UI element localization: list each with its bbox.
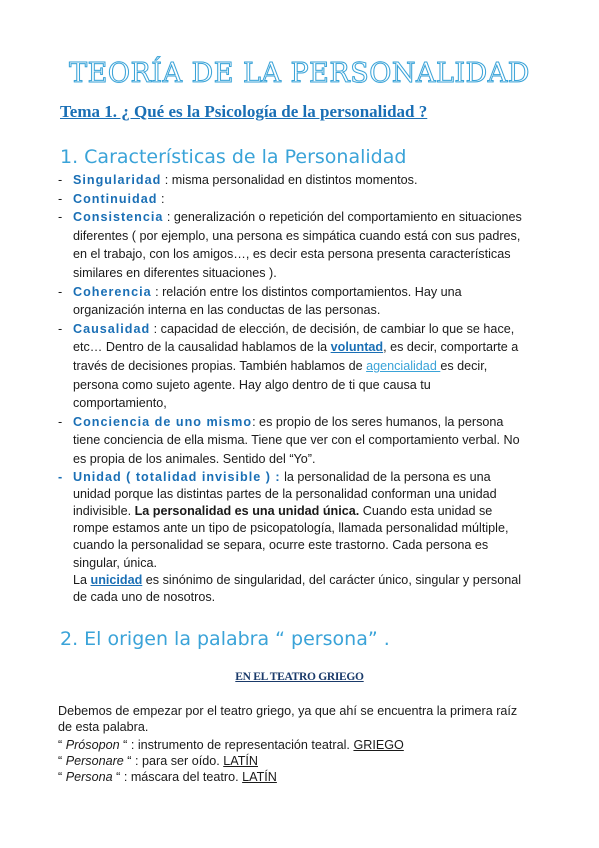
bullet-dash: - [58, 173, 63, 187]
keyword: Singularidad [73, 173, 162, 187]
section-heading-origin: 2. El origen la palabra “ persona” . [60, 628, 390, 650]
keyword: Consistencia [73, 210, 164, 225]
page-title: TEORÍA DE LA PERSONALIDAD [69, 58, 530, 89]
bullet-dash: - [58, 321, 63, 336]
item-text: : relación entre los distintos comportamientos. Hay una organización interna en las conductas de las personas. [73, 284, 462, 318]
item-text: : misma personalidad en distintos momentos. [161, 173, 418, 187]
language-tag: LATÍN [242, 770, 277, 784]
etymology-definition: “ : máscara del teatro. [112, 770, 243, 784]
list-item-coherencia [58, 283, 528, 320]
list-item-consistencia [58, 208, 528, 282]
list-item-singularidad [58, 171, 528, 190]
etymology-line [58, 737, 528, 753]
item-text: Cuando esta unidad se rompe estamos ante un tipo de psicopatología, llamada personalidad múltiple, cuando la personalidad se separa, ocurre este trastorno. Cada persona es singular, única. [73, 503, 509, 570]
list-item-conciencia [58, 413, 528, 469]
etymology-line [58, 769, 528, 785]
keyword: Causalidad [73, 321, 151, 336]
bullet-dash: - [58, 469, 63, 484]
subheading-teatro-griego: EN EL TEATRO GRIEGO [235, 671, 364, 683]
link-agencialidad[interactable]: agencialidad [366, 358, 441, 373]
bullet-dash: - [58, 210, 63, 225]
keyword: Conciencia de uno mismo [73, 414, 253, 429]
list-item-continuidad [58, 190, 528, 209]
keyword: Unidad ( totalidad invisible ) : [73, 469, 281, 484]
item-text: : es propio de los seres humanos, la persona tiene conciencia de ella misma. Tiene que ver con el comportamiento verbal. No es propia de los animales. Sentido del “Yo”. [73, 414, 520, 466]
bullet-dash: - [58, 284, 63, 299]
list-item-causalidad [58, 320, 528, 413]
etymology-definition: “ : para ser oído. [123, 754, 224, 768]
bullet-dash: - [58, 191, 63, 206]
item-text: es sinónimo de singularidad, del carácter único, singular y personal de cada uno de nosotros. [73, 572, 522, 604]
bullet-dash: - [58, 414, 63, 429]
language-tag: LATÍN [223, 754, 258, 768]
link-unicidad[interactable]: unicidad [90, 572, 143, 587]
keyword: Continuidad [73, 191, 158, 206]
item-text: es decir, persona como sujeto agente. Hay algo dentro de ti que causa tu comportamiento, [73, 358, 488, 411]
link-voluntad[interactable]: voluntad [330, 340, 384, 355]
topic-heading: Tema 1. ¿ Qué es la Psicología de la personalidad ? [60, 102, 428, 121]
etymology-definition: “ : instrumento de representación teatral. [119, 738, 354, 752]
etymology-word: Persona [65, 770, 113, 784]
item-text: : capacidad de elección, de decisión, de cambiar lo que se hace, etc… Dentro de la causalidad hablamos de la [73, 321, 515, 355]
quote-mark: “ [58, 770, 66, 784]
keyword: Coherencia [73, 284, 152, 299]
item-text: La [73, 572, 91, 587]
characteristics-list [58, 171, 528, 606]
section-heading-characteristics: 1. Características de la Personalidad [60, 146, 407, 168]
item-text: , es decir, comportarte a través de decisiones propias. También hablamos de [73, 340, 519, 373]
item-text: : generalización o repetición del comportamiento en situaciones diferentes ( por ejemplo, una persona es simpática cuando está con sus padres, en el trabajo, con los amigos…, es decir esta persona presenta características similares en diferentes situaciones ). [73, 210, 522, 280]
etymology-word: Prósopon [65, 738, 120, 752]
etymology-list [58, 737, 528, 785]
quote-mark: “ [58, 738, 66, 752]
intro-paragraph: Debemos de empezar por el teatro griego, ya que ahí se encuentra la primera raíz de esta palabra. [58, 704, 518, 734]
emphasis-text: La personalidad es una unidad única. [134, 503, 360, 518]
item-text: : [157, 191, 165, 206]
etymology-line [58, 753, 528, 769]
quote-mark: “ [58, 754, 66, 768]
language-tag: GRIEGO [353, 738, 404, 752]
etymology-word: Personare [65, 754, 124, 768]
item-text: la personalidad de la persona es una unidad porque las distintas partes de la personalidad conforman una unidad indivisible. [73, 469, 497, 518]
list-item-unidad [58, 469, 528, 607]
